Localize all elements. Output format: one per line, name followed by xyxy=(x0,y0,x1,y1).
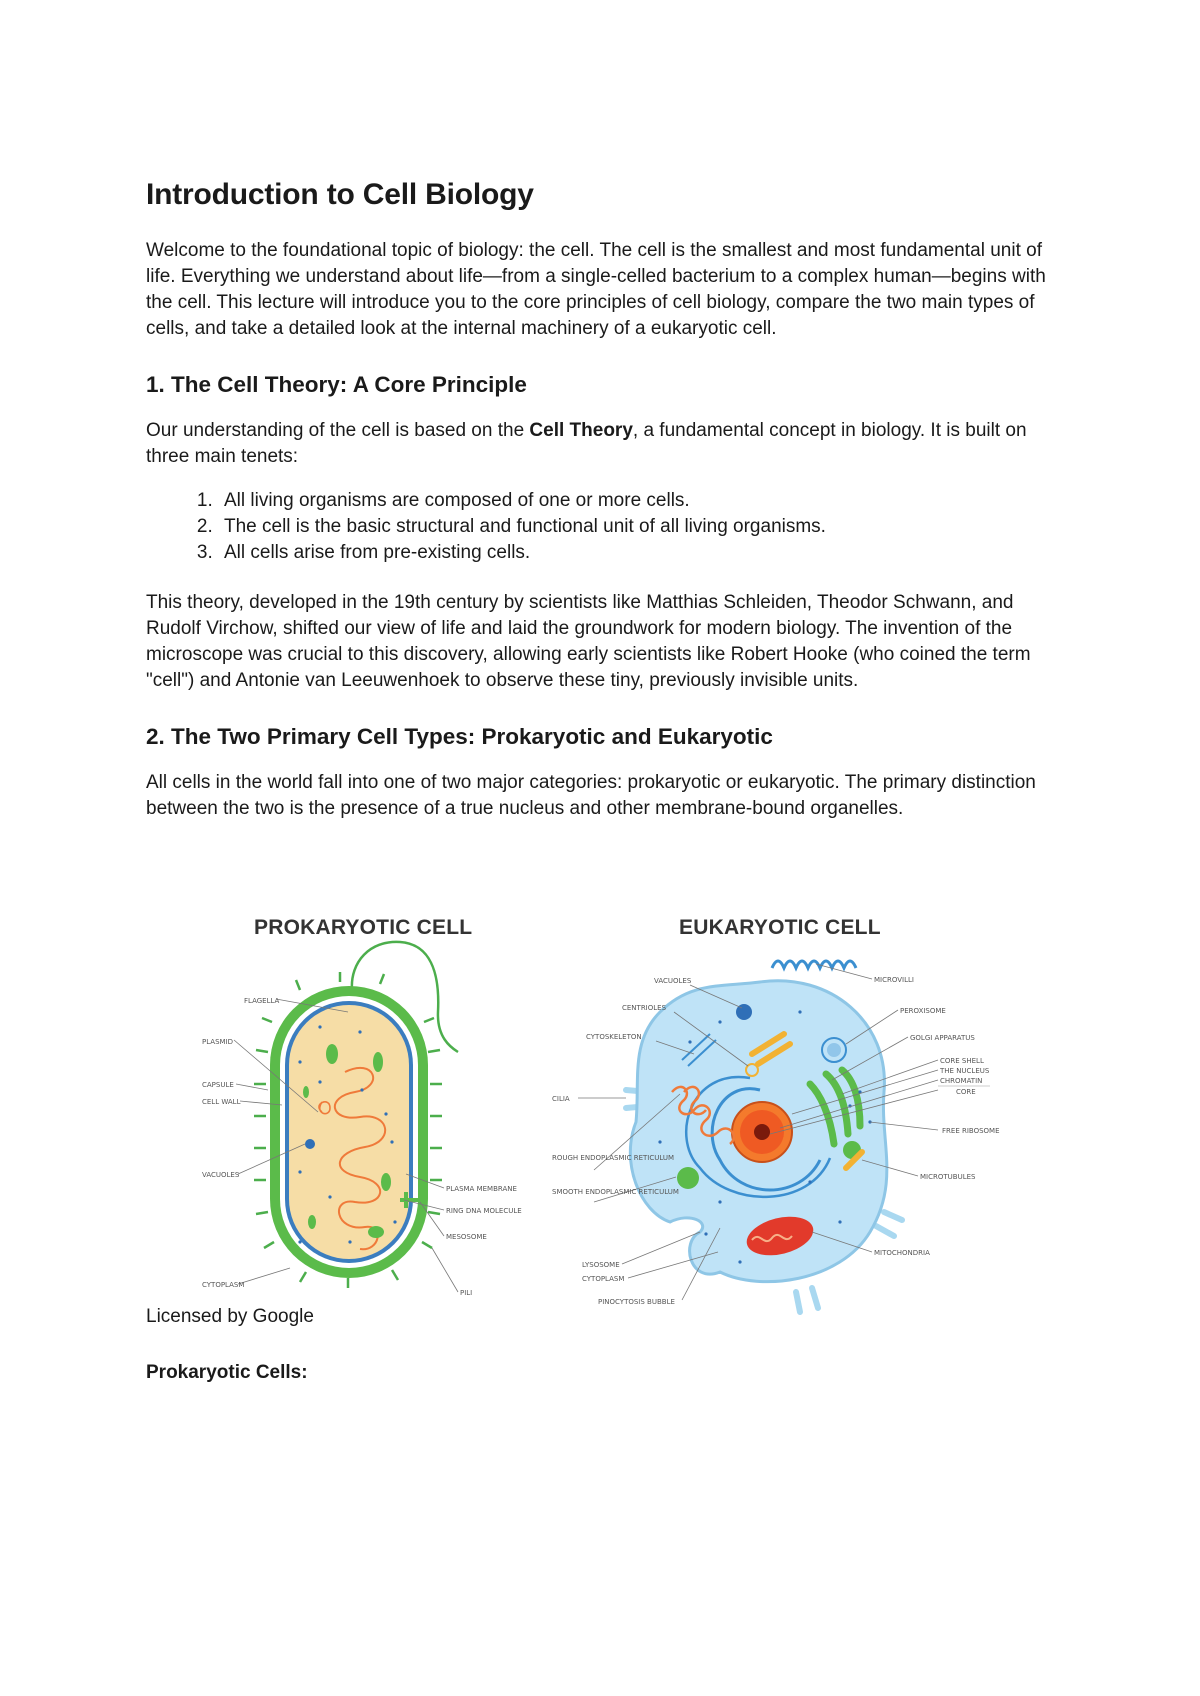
cell-theory-term: Cell Theory xyxy=(529,420,633,441)
label-microtubules: MICROTUBULES xyxy=(920,1173,976,1181)
label-cilia: CILIA xyxy=(552,1095,570,1103)
cell-types-intro: All cells in the world fall into one of two major categories: prokaryotic or eukaryotic. The primary distinction between the two is the presence of a true nucleus and other membrane-bound organelles. xyxy=(146,772,1036,819)
license-note: Licensed by Google xyxy=(146,1306,314,1327)
label-lysosome: LYSOSOME xyxy=(582,1261,620,1269)
label-cytoskeleton: CYTOSKELETON xyxy=(586,1033,642,1041)
label-eukaryotic-vacuoles: VACUOLES xyxy=(654,977,692,985)
label-rough-er: ROUGH ENDOPLASMIC RETICULUM xyxy=(552,1154,675,1162)
prokaryotic-cells-heading: Prokaryotic Cells: xyxy=(146,1362,308,1383)
label-smooth-er: SMOOTH ENDOPLASMIC RETICULUM xyxy=(552,1188,679,1196)
section-heading-cell-types: 2. The Two Primary Cell Types: Prokaryotic and Eukaryotic xyxy=(146,724,773,749)
label-microvilli: MICROVILLI xyxy=(874,976,914,984)
section-heading-cell-theory: 1. The Cell Theory: A Core Principle xyxy=(146,372,527,397)
label-centrioles: CENTRIOLES xyxy=(622,1004,667,1012)
label-pili: PILI xyxy=(460,1289,473,1297)
label-eukaryotic-cytoplasm: CYTOPLASM xyxy=(582,1275,625,1283)
list-item: 3. All cells arise from pre-existing cells. xyxy=(218,540,1066,566)
label-plasma-membrane: PLASMA MEMBRANE xyxy=(446,1185,517,1193)
label-core: CORE xyxy=(956,1088,976,1096)
list-item: 1. All living organisms are composed of one or more cells. xyxy=(218,488,1066,514)
label-golgi: GOLGI APPARATUS xyxy=(910,1034,975,1042)
document-content xyxy=(146,178,1066,1416)
label-core-shell: CORE SHELL xyxy=(940,1057,984,1065)
label-prokaryotic-cytoplasm: CYTOPLASM xyxy=(202,1281,245,1289)
intro-paragraph: Welcome to the foundational topic of biology: the cell. The cell is the smallest and most fundamental unit of life. Everything we understand about life—from a single-celled bacterium to a complex human—begins with the cell. This lecture will introduce you to the core principles of cell biology, compare the two main types of cells, and take a detailed look at the internal machinery of a eukaryotic cell. xyxy=(146,240,1046,339)
cell-theory-tenets xyxy=(146,488,1066,566)
cell-comparison-figure xyxy=(0,822,1200,1306)
label-chromatin: CHROMATIN xyxy=(940,1077,983,1085)
label-mitochondria: MITOCHONDRIA xyxy=(874,1249,930,1257)
label-ring-dna: RING DNA MOLECULE xyxy=(446,1207,522,1215)
cell-theory-history: This theory, developed in the 19th century by scientists like Matthias Schleiden, Theodor Schwann, and Rudolf Virchow, shifted our view of life and laid the groundwork for modern biology. The invention of the microscope was crucial to this discovery, allowing early scientists like Robert Hooke (who coined the term "cell") and Antonie van Leeuwenhoek to observe these tiny, previously invisible units. xyxy=(146,592,1031,691)
label-cell-wall: CELL WALL xyxy=(202,1098,241,1106)
cell-theory-intro xyxy=(146,418,1066,470)
cell-diagram xyxy=(0,822,1200,1306)
prokaryotic-title: PROKARYOTIC CELL xyxy=(254,916,473,939)
label-peroxisome: PEROXISOME xyxy=(900,1007,946,1015)
label-plasmid: PLASMID xyxy=(202,1038,234,1046)
label-capsule: CAPSULE xyxy=(202,1081,234,1089)
page-title: Introduction to Cell Biology xyxy=(146,178,534,211)
list-item: 2. The cell is the basic structural and functional unit of all living organisms. xyxy=(218,514,1066,540)
label-prokaryotic-vacuoles: VACUOLES xyxy=(202,1171,240,1179)
eukaryotic-cell-illustration xyxy=(552,961,1000,1312)
label-mesosome: MESOSOME xyxy=(446,1233,487,1241)
label-nucleus: THE NUCLEUS xyxy=(940,1067,990,1075)
cell-theory-intro-end: , a fundamental concept in biology. It is built on three main tenets: xyxy=(146,420,1027,467)
label-flagella: FLAGELLA xyxy=(244,997,280,1005)
label-pinocytosis-bubble: PINOCYTOSIS BUBBLE xyxy=(598,1298,675,1306)
label-free-ribosome: FREE RIBOSOME xyxy=(942,1127,1000,1135)
prokaryotic-cell-illustration xyxy=(202,942,522,1297)
cell-theory-intro-start: Our understanding of the cell is based on the xyxy=(146,420,530,441)
eukaryotic-title: EUKARYOTIC CELL xyxy=(679,916,881,939)
